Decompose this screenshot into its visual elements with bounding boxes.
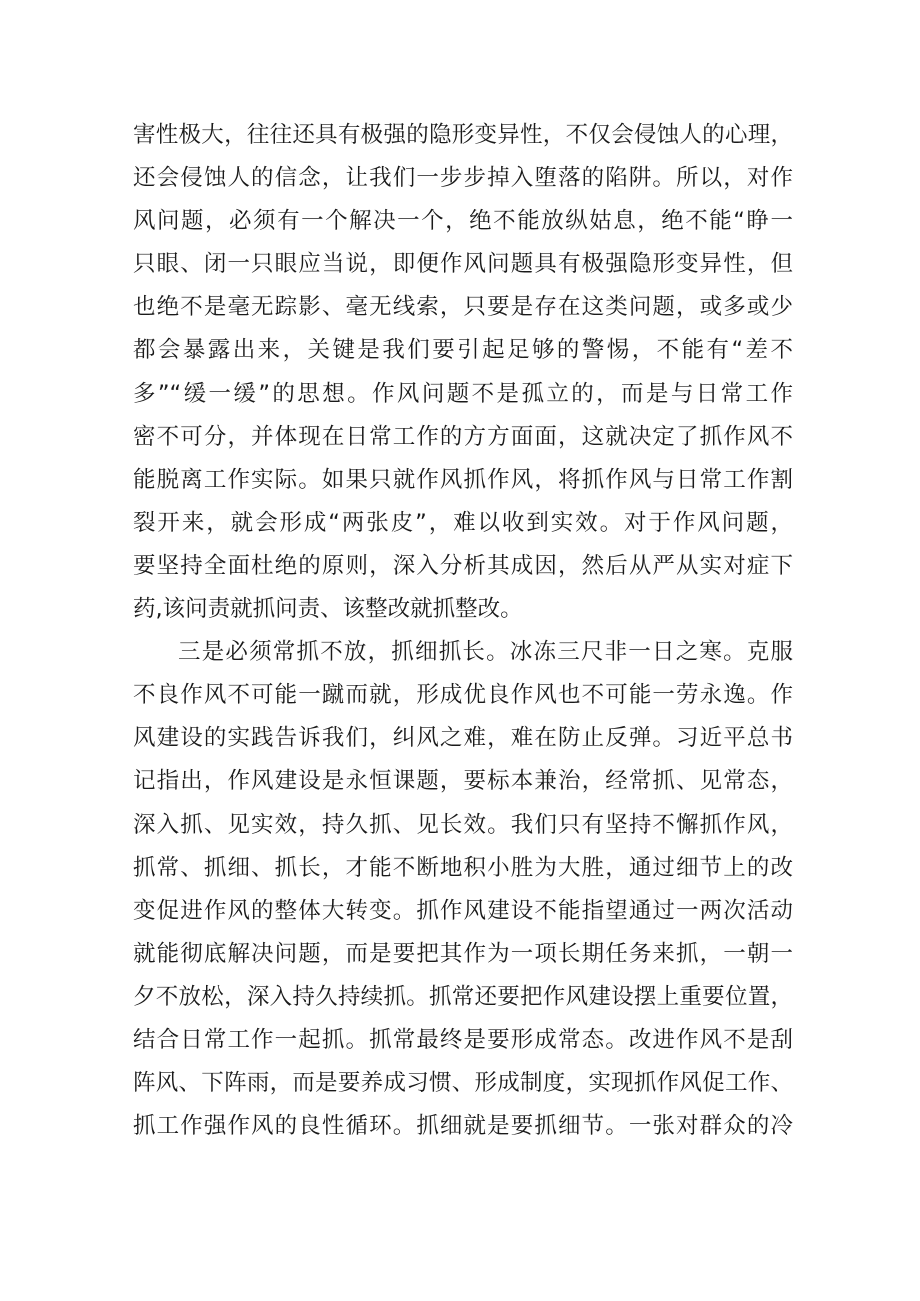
text-line: 多”“缓一缓”的思想。作风问题不是孤立的，而是与日常工作 bbox=[133, 380, 793, 407]
text-line: 阵风、下阵雨，而是要养成习惯、形成制度，实现抓作风促工作、 bbox=[133, 1070, 793, 1097]
text-line: 裂开来，就会形成“两张皮”，难以收到实效。对于作风问题， bbox=[133, 509, 793, 536]
text-line: 三是必须常抓不放，抓细抓长。冰冻三尺非一日之寒。克服 bbox=[178, 639, 793, 666]
text-line: 抓工作强作风的良性循环。抓细就是要抓细节。一张对群众的冷 bbox=[133, 1113, 793, 1140]
text-line: 药,该问责就抓问责、该整改就抓整改。 bbox=[133, 596, 523, 623]
text-line: 害性极大，往往还具有极强的隐形变异性，不仅会侵蚀人的心理， bbox=[133, 122, 793, 148]
text-line: 都会暴露出来，关键是我们要引起足够的警惕，不能有“差不 bbox=[133, 337, 793, 364]
text-line: 密不可分，并体现在日常工作的方方面面，这就决定了抓作风不 bbox=[133, 423, 793, 450]
text-line: 也绝不是毫无踪影、毫无线索，只要是存在这类问题，或多或少 bbox=[133, 294, 793, 321]
text-line: 不良作风不可能一蹴而就，形成优良作风也不可能一劳永逸。作 bbox=[133, 682, 793, 709]
text-line: 夕不放松，深入持久持续抓。抓常还要把作风建设摆上重要位置， bbox=[133, 983, 793, 1010]
body-text bbox=[133, 114, 793, 1148]
text-line: 变促进作风的整体大转变。抓作风建设不能指望通过一两次活动 bbox=[133, 897, 793, 924]
text-line: 还会侵蚀人的信念，让我们一步步掉入堕落的陷阱。所以，对作 bbox=[133, 165, 793, 192]
text-line: 风建设的实践告诉我们，纠风之难，难在防止反弹。习近平总书 bbox=[133, 725, 793, 752]
text-line: 只眼、闭一只眼应当说，即便作风问题具有极强隐形变异性，但 bbox=[133, 251, 793, 278]
paragraph-1 bbox=[133, 114, 793, 631]
text-line: 能脱离工作实际。如果只就作风抓作风，将抓作风与日常工作割 bbox=[133, 466, 793, 493]
text-line: 记指出，作风建设是永恒课题，要标本兼治，经常抓、见常态， bbox=[133, 768, 793, 795]
text-line: 就能彻底解决问题，而是要把其作为一项长期任务来抓，一朝一 bbox=[133, 940, 793, 967]
text-line: 风问题，必须有一个解决一个，绝不能放纵姑息，绝不能“睁一 bbox=[133, 208, 793, 235]
text-line: 抓常、抓细、抓长，才能不断地积小胜为大胜，通过细节上的改 bbox=[133, 854, 793, 881]
text-line: 深入抓、见实效，持久抓、见长效。我们只有坚持不懈抓作风， bbox=[133, 811, 793, 838]
text-line: 要坚持全面杜绝的原则，深入分析其成因，然后从严从实对症下 bbox=[133, 552, 793, 579]
text-line: 结合日常工作一起抓。抓常最终是要形成常态。改进作风不是刮 bbox=[133, 1026, 793, 1053]
paragraph-2 bbox=[133, 631, 793, 1148]
